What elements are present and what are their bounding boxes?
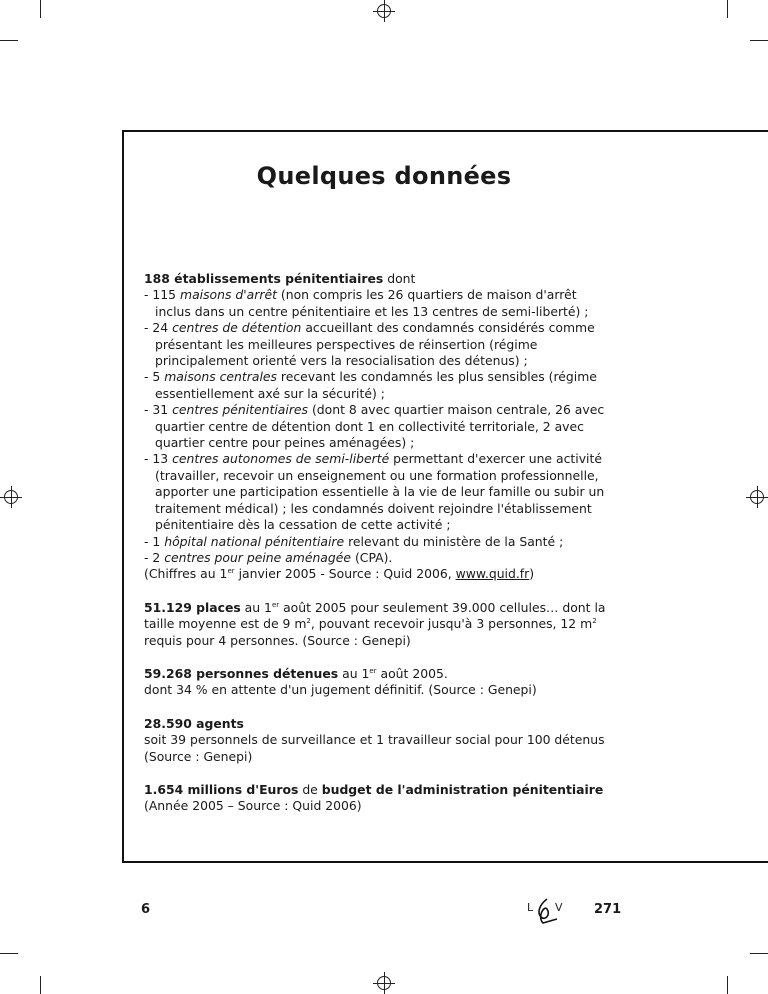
establishments-list bbox=[144, 287, 610, 566]
crop-mark bbox=[727, 0, 728, 18]
crop-mark bbox=[750, 953, 768, 954]
registration-mark-top bbox=[373, 0, 395, 22]
crop-mark bbox=[750, 40, 768, 41]
list-item: - 2 centres pour peine aménagée (CPA). bbox=[144, 549, 393, 565]
detainees-line: 59.268 personnes détenues au 1er août 2005. bbox=[144, 665, 448, 681]
svg-text:V: V bbox=[555, 901, 563, 914]
establishments-section bbox=[144, 271, 610, 583]
detainees-count: 59.268 personnes détenues bbox=[144, 665, 339, 681]
agents-detail: soit 39 personnels de surveillance et 1 travailleur social pour 100 détenus (Source : Genepi) bbox=[144, 732, 605, 764]
crop-mark bbox=[0, 40, 18, 41]
registration-mark-right bbox=[746, 486, 768, 508]
svg-text:L: L bbox=[527, 901, 534, 914]
establishments-source: (Chiffres au 1er janvier 2005 - Source : Quid 2006, www.quid.fr) bbox=[144, 566, 535, 582]
page-number-left: 6 bbox=[141, 902, 151, 917]
detainees-section bbox=[144, 666, 610, 699]
crop-mark bbox=[40, 976, 41, 994]
crop-mark bbox=[727, 976, 728, 994]
establishments-intro bbox=[144, 271, 610, 287]
crop-mark bbox=[0, 953, 18, 954]
content-body bbox=[144, 271, 610, 832]
registration-mark-bottom bbox=[373, 972, 395, 994]
places-paragraph: 51.129 places au 1er août 2005 pour seulement 39.000 cellules… dont la taille moyenne est de 9 $m^2$, pouvant recevoir jusqu'à 3 personnes, 12 $m^2$ requis pour 4 personnes. (Source : Genepi) bbox=[144, 599, 606, 648]
establishments-count: 188 établissements pénitentiaires bbox=[144, 271, 384, 286]
list-item: - 115 maisons d'arrêt (non compris les 26 quartiers de maison d'arrêt inclus dans un centre pénitentiaire et les 13 centres de semi-liberté) ; bbox=[144, 287, 589, 319]
list-item: - 13 centres autonomes de semi-liberté permettant d'exercer une activité (travailler, recevoir un enseignement ou une formation professionnelle, apporter une participation essentielle à la vie de leur famille ou subir un traitement médical) ; les condamnés doivent rejoindre l'établissement pénitentiaire dès la cessation de cette activité ; bbox=[144, 451, 605, 533]
list-item: - 1 hôpital national pénitentiaire relevant du ministère de la Santé ; bbox=[144, 533, 564, 549]
places-count: 51.129 places bbox=[144, 599, 241, 615]
budget-line: 1.654 millions d'Euros de budget de l'administration pénitentiaire bbox=[144, 781, 604, 797]
list-item: - 24 centres de détention accueillant des condamnés considérés comme présentant les meilleures perspectives de réinsertion (régime principalement orienté vers la resocialisation des détenus) ; bbox=[144, 320, 595, 369]
page-title: Quelques données bbox=[256, 162, 512, 190]
agents-count: 28.590 agents bbox=[144, 715, 244, 731]
list-item: - 5 maisons centrales recevant les condamnés les plus sensibles (régime essentiellement axé sur la sécurité) ; bbox=[144, 369, 597, 401]
intro-text: dont bbox=[383, 271, 416, 286]
frame-left-rule bbox=[122, 130, 124, 863]
detainees-detail: dont 34 % en attente d'un jugement définitif. (Source : Genepi) bbox=[144, 682, 537, 698]
list-item: - 31 centres pénitentiaires (dont 8 avec quartier maison centrale, 26 avec quartier centre de détention dont 1 en collectivité territoriale, 2 avec quartier centre pour peines aménagées) ; bbox=[144, 402, 605, 451]
budget-section bbox=[144, 782, 610, 815]
places-section bbox=[144, 600, 610, 649]
registration-mark-left bbox=[0, 486, 22, 508]
frame-top-rule bbox=[122, 130, 768, 132]
budget-source: (Année 2005 – Source : Quid 2006) bbox=[144, 798, 362, 814]
publisher-logo bbox=[527, 897, 565, 925]
frame-bottom-rule bbox=[122, 861, 768, 863]
crop-mark bbox=[40, 0, 41, 18]
quid-link[interactable]: www.quid.fr bbox=[455, 566, 530, 582]
agents-section bbox=[144, 716, 610, 765]
page-number-right: 271 bbox=[594, 902, 622, 917]
